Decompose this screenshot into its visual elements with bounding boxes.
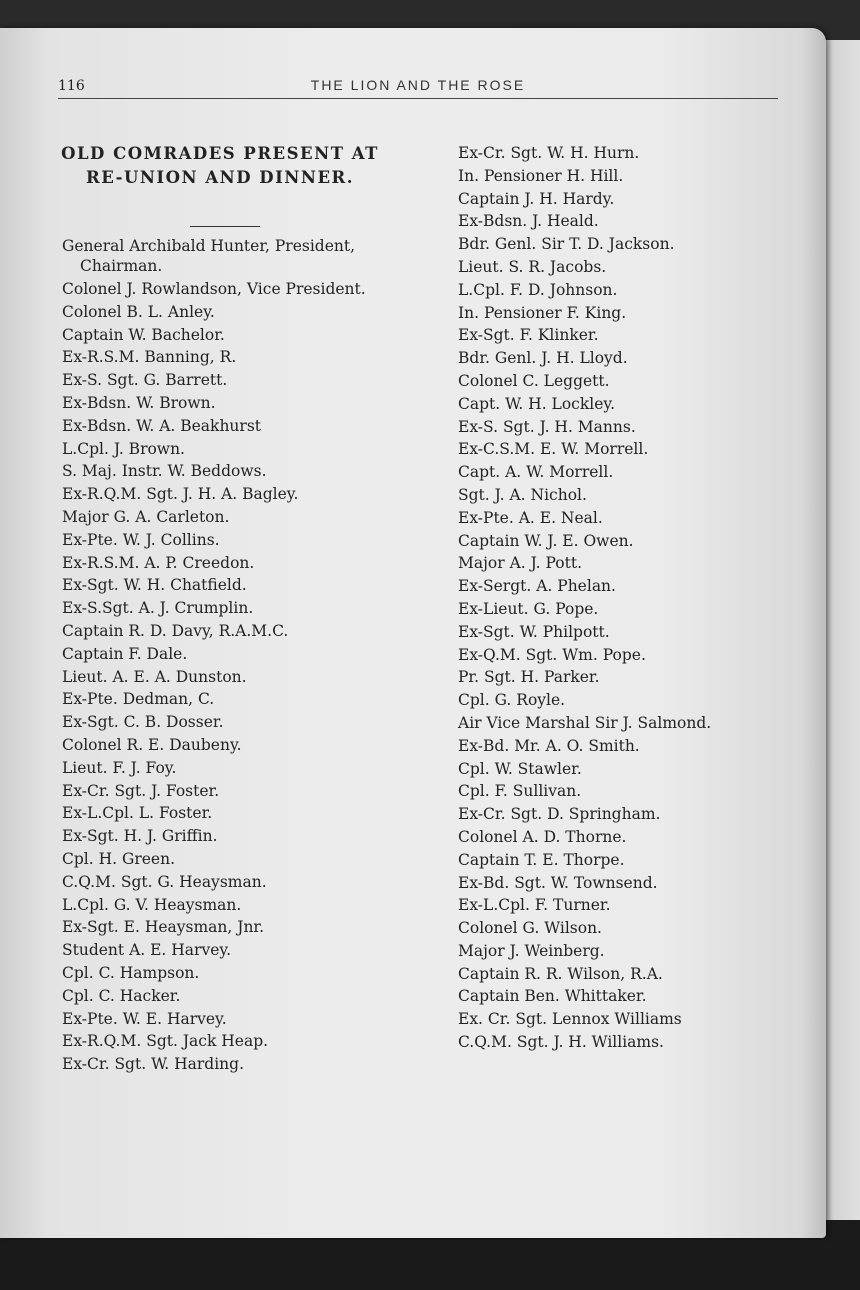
attendee-entry: Ex-R.S.M. Banning, R. [62,348,237,367]
attendee-entry: Captain T. E. Thorpe. [458,850,625,869]
attendee-entry: Colonel B. L. Anley. [62,302,215,321]
attendee-entry: Air Vice Marshal Sir J. Salmond. [458,713,712,732]
attendee-entry: C.Q.M. Sgt. J. H. Williams. [458,1033,664,1052]
attendee-entry: Ex-Bd. Sgt. W. Townsend. [458,873,658,892]
section-title-line-1: OLD COMRADES PRESENT AT [61,144,379,163]
attendee-entry: Pr. Sgt. H. Parker. [458,668,600,687]
attendee-entry: Ex-Sgt. C. B. Dosser. [62,713,224,732]
attendee-entry: Ex-Sgt. F. Klinker. [458,326,599,345]
attendee-entry: Ex-S. Sgt. J. H. Manns. [458,417,636,436]
attendee-entry: Captain R. R. Wilson, R.A. [458,964,663,983]
attendee-entry: Ex. Cr. Sgt. Lennox Williams [458,1010,682,1029]
section-title-line-2: RE-UNION AND DINNER. [86,168,354,187]
attendee-entry: Ex-Bdsn. W. Brown. [62,393,216,412]
attendee-entry: S. Maj. Instr. W. Beddows. [62,462,267,481]
attendee-entry: Cpl. C. Hampson. [62,963,200,982]
attendee-entry: Ex-R.Q.M. Sgt. J. H. A. Bagley. [62,485,299,504]
attendee-entry: Cpl. F. Sullivan. [458,782,582,801]
attendee-entry: Capt. A. W. Morrell. [458,463,614,482]
attendee-entry: Ex-Lieut. G. Pope. [458,599,599,618]
attendee-entry: Ex-Cr. Sgt. D. Springham. [458,805,661,824]
attendee-entry: Cpl. C. Hacker. [62,986,181,1005]
attendee-entry: Ex-S. Sgt. G. Barrett. [62,371,228,390]
attendee-entry: Colonel J. Rowlandson, Vice President. [62,280,366,298]
section-title [60,142,380,190]
attendee-entry: Ex-Bdsn. W. A. Beakhurst [62,416,262,435]
attendee-entry: Ex-Pte. W. E. Harvey. [62,1009,227,1028]
attendee-entry: Lieut. S. R. Jacobs. [458,257,607,276]
attendee-entry: Ex-L.Cpl. L. Foster. [62,804,213,823]
attendee-entry: Cpl. W. Stawler. [458,759,582,778]
attendee-entry: Lieut. A. E. A. Dunston. [62,667,247,686]
attendee-entry: Capt. W. H. Lockley. [458,394,616,413]
attendee-entry: Lieut. F. J. Foy. [62,758,177,777]
attendee-entry: Captain W. Bachelor. [62,325,225,344]
attendee-entry: In. Pensioner F. King. [458,303,627,322]
attendee-entry: Ex-Cr. Sgt. W. H. Hurn. [458,144,640,162]
attendee-entry: Ex-R.Q.M. Sgt. Jack Heap. [62,1032,269,1051]
attendee-entry: Cpl. G. Royle. [458,691,566,710]
attendee-entry: Colonel C. Leggett. [458,371,610,390]
attendee-entry: Colonel A. D. Thorne. [458,827,627,846]
attendee-entry: Ex-R.S.M. A. P. Creedon. [62,553,255,572]
page-number: 116 [58,78,85,94]
attendee-entry: Ex-L.Cpl. F. Turner. [458,896,611,915]
attendee-entry: Ex-Q.M. Sgt. Wm. Pope. [458,645,646,664]
attendee-entry: Ex-Bd. Mr. A. O. Smith. [458,736,640,755]
attendee-entry: Ex-C.S.M. E. W. Morrell. [458,440,649,459]
attendee-entry: Ex-Sgt. E. Heaysman, Jnr. [62,918,265,937]
left-name-column [62,236,402,1076]
attendee-entry: Ex-Pte. A. E. Neal. [458,508,603,527]
attendee-entry: Ex-Cr. Sgt. J. Foster. [62,781,220,800]
attendee-entry: C.Q.M. Sgt. G. Heaysman. [62,872,267,891]
attendee-entry: Captain R. D. Davy, R.A.M.C. [62,621,289,640]
attendee-entry: Bdr. Genl. Sir T. D. Jackson. [458,235,675,254]
attendee-entry: Major J. Weinberg. [458,941,605,960]
attendee-entry: L.Cpl. J. Brown. [62,439,185,458]
right-name-column [458,142,758,1054]
page-header [58,74,778,99]
attendee-entry: Ex-Cr. Sgt. W. Harding. [62,1055,245,1074]
attendee-entry: Cpl. H. Green. [62,849,176,868]
attendee-entry: Ex-Sgt. H. J. Griffin. [62,827,218,846]
running-head: THE LION AND THE ROSE [310,77,526,93]
title-rule [190,226,260,227]
attendee-entry: Ex-S.Sgt. A. J. Crumplin. [62,599,254,618]
attendee-entry: In. Pensioner H. Hill. [458,166,624,185]
attendee-entry: Major A. J. Pott. [458,554,583,573]
attendee-entry: Ex-Sgt. W. H. Chatfield. [62,576,247,595]
attendee-entry: Ex-Pte. W. J. Collins. [62,530,220,549]
attendee-entry: Colonel G. Wilson. [458,919,602,938]
attendee-entry: Captain F. Dale. [62,644,188,663]
attendee-entry: Captain J. H. Hardy. [458,189,615,208]
attendee-entry: Student A. E. Harvey. [62,941,232,960]
attendee-entry: Captain Ben. Whittaker. [458,987,647,1006]
attendee-entry: Colonel R. E. Daubeny. [62,735,242,754]
attendee-entry: Bdr. Genl. J. H. Lloyd. [458,349,628,368]
attendee-entry: Sgt. J. A. Nichol. [458,485,587,504]
attendee-entry: Major G. A. Carleton. [62,507,230,526]
attendee-entry: General Archibald Hunter, President, Chairman. [62,237,356,275]
attendee-entry: Ex-Sergt. A. Phelan. [458,577,616,596]
attendee-entry: Ex-Bdsn. J. Heald. [458,212,599,231]
attendee-entry: Ex-Sgt. W. Philpott. [458,622,610,641]
attendee-entry: Ex-Pte. Dedman, C. [62,690,215,709]
attendee-entry: L.Cpl. G. V. Heaysman. [62,895,242,914]
attendee-entry: Captain W. J. E. Owen. [458,531,634,550]
attendee-entry: L.Cpl. F. D. Johnson. [458,280,618,299]
